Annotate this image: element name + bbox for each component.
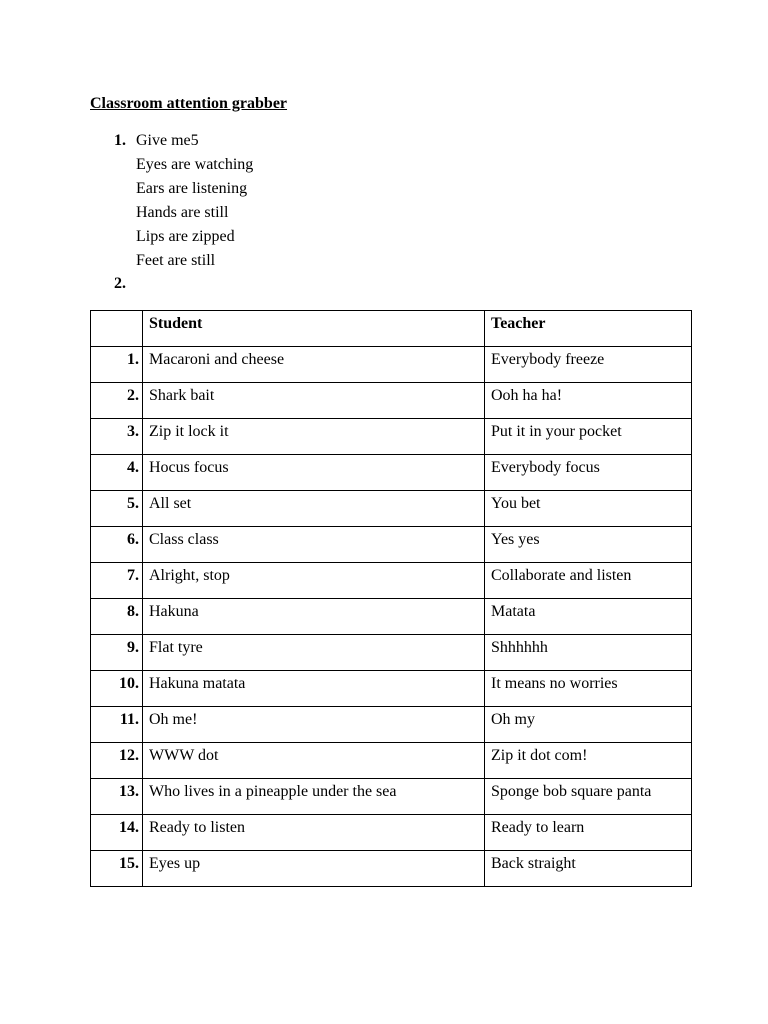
teacher-cell: Matata [485, 599, 692, 635]
header-student: Student [143, 311, 485, 347]
table-row [91, 815, 692, 851]
teacher-cell: Ooh ha ha! [485, 383, 692, 419]
table-row [91, 779, 692, 815]
student-cell: Alright, stop [143, 563, 485, 599]
row-number: 6. [91, 527, 143, 563]
teacher-cell: Yes yes [485, 527, 692, 563]
row-number: 14. [91, 815, 143, 851]
list-line: Feet are still [136, 252, 216, 269]
row-number: 12. [91, 743, 143, 779]
list-line: Ears are listening [136, 180, 248, 197]
header-number [91, 311, 143, 347]
teacher-cell: Collaborate and listen [485, 563, 692, 599]
document-title: Classroom attention grabber [90, 95, 288, 112]
list-item-number: 1. [114, 132, 126, 149]
row-number: 9. [91, 635, 143, 671]
table-row [91, 743, 692, 779]
student-cell: Shark bait [143, 383, 485, 419]
attention-grabber-table [90, 310, 692, 887]
table-row [91, 419, 692, 455]
table-row [91, 851, 692, 887]
student-cell: Macaroni and cheese [143, 347, 485, 383]
table-row [91, 671, 692, 707]
teacher-cell: Everybody focus [485, 455, 692, 491]
list-line: Give me5 [136, 132, 199, 149]
teacher-cell: Shhhhhh [485, 635, 692, 671]
student-cell: Zip it lock it [143, 419, 485, 455]
table-row [91, 455, 692, 491]
table-row [91, 527, 692, 563]
list-line: Lips are zipped [136, 228, 235, 245]
list-line: Hands are still [136, 204, 229, 221]
row-number: 10. [91, 671, 143, 707]
row-number: 7. [91, 563, 143, 599]
teacher-cell: Oh my [485, 707, 692, 743]
row-number: 1. [91, 347, 143, 383]
row-number: 13. [91, 779, 143, 815]
list-line: Eyes are watching [136, 156, 254, 173]
table-row [91, 563, 692, 599]
row-number: 15. [91, 851, 143, 887]
teacher-cell: You bet [485, 491, 692, 527]
row-number: 3. [91, 419, 143, 455]
header-teacher: Teacher [485, 311, 692, 347]
student-cell: Eyes up [143, 851, 485, 887]
table-row [91, 491, 692, 527]
row-number: 4. [91, 455, 143, 491]
table-body [91, 347, 692, 887]
row-number: 8. [91, 599, 143, 635]
student-cell: Hakuna [143, 599, 485, 635]
row-number: 2. [91, 383, 143, 419]
student-cell: Who lives in a pineapple under the sea [143, 779, 485, 815]
student-cell: Hakuna matata [143, 671, 485, 707]
teacher-cell: Back straight [485, 851, 692, 887]
student-cell: Oh me! [143, 707, 485, 743]
row-number: 5. [91, 491, 143, 527]
student-cell: WWW dot [143, 743, 485, 779]
teacher-cell: Put it in your pocket [485, 419, 692, 455]
student-cell: Ready to listen [143, 815, 485, 851]
table-header-row [91, 311, 692, 347]
student-cell: Flat tyre [143, 635, 485, 671]
list-item-2-number: 2. [114, 275, 126, 292]
teacher-cell: Zip it dot com! [485, 743, 692, 779]
student-cell: Class class [143, 527, 485, 563]
table-row [91, 635, 692, 671]
table-row [91, 707, 692, 743]
student-cell: All set [143, 491, 485, 527]
table-row [91, 383, 692, 419]
student-cell: Hocus focus [143, 455, 485, 491]
list-item-lines [136, 131, 253, 275]
teacher-cell: Everybody freeze [485, 347, 692, 383]
table-row [91, 599, 692, 635]
row-number: 11. [91, 707, 143, 743]
teacher-cell: It means no worries [485, 671, 692, 707]
table-row [91, 347, 692, 383]
teacher-cell: Ready to learn [485, 815, 692, 851]
teacher-cell: Sponge bob square panta [485, 779, 692, 815]
